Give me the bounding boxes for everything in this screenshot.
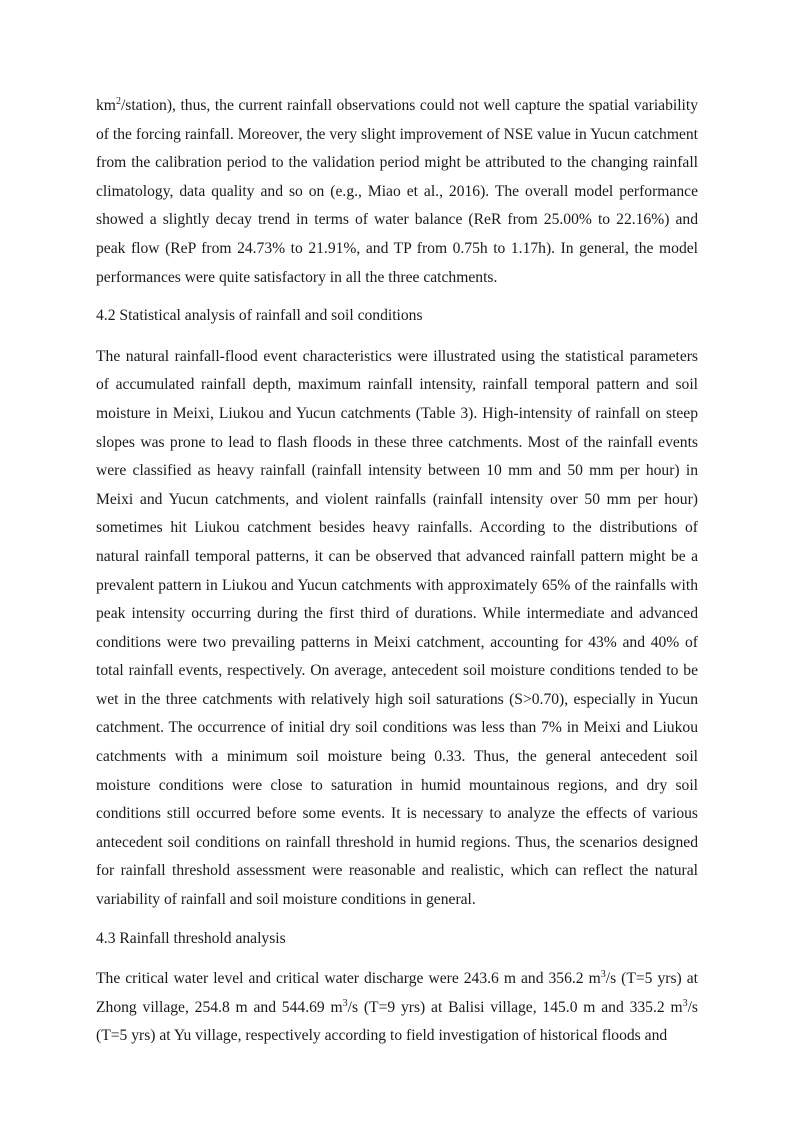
paragraph-rainfall-threshold (96, 965, 698, 1051)
page-body (96, 92, 698, 1051)
superscript-3: 3 (600, 969, 606, 981)
paragraph-statistical-analysis: The natural rainfall-flood event characteristics were illustrated using the statistical parameters of accumulated rainfall depth, maximum rainfall intensity, rainfall temporal pattern and soil moisture in Meixi, Liukou and Yucun catchments (Table 3). High-intensity of rainfall on steep slopes was prone to lead to flash floods in these three catchments. Most of the rainfall events were classified as heavy rainfall (rainfall intensity between 10 mm and 50 mm per hour) in Meixi and Yucun catchments, and violent rainfalls (rainfall intensity over 50 mm per hour) sometimes hit Liukou catchment besides heavy rainfalls. According to the distributions of natural rainfall temporal patterns, it can be observed that advanced rainfall pattern might be a prevalent pattern in Liukou and Yucun catchments with approximately 65% of the rainfalls with peak intensity occurring during the first third of durations. While intermediate and advanced conditions were two prevailing patterns in Meixi catchment, accounting for 43% and 40% of total rainfall events, respectively. On average, antecedent soil moisture conditions tended to be wet in the three catchments with relatively high soil saturations (S>0.70), especially in Yucun catchment. The occurrence of initial dry soil conditions was less than 7% in Meixi and Liukou catchments with a minimum soil moisture being 0.33. Thus, the general antecedent soil moisture conditions were close to saturation in humid mountainous regions, and dry soil conditions still occurred before some events. It is necessary to analyze the effects of various antecedent soil conditions on rainfall threshold in humid regions. Thus, the scenarios designed for rainfall threshold assessment were reasonable and realistic, which can reflect the natural variability of rainfall and soil moisture conditions in general. (96, 347, 698, 909)
paragraph-text: The critical water level and critical water discharge were 243.6 m and 356.2 m (96, 970, 601, 988)
paragraph-text: /s (T=5 yrs) at Zhong village, 254.8 m and 544.69 m (96, 970, 698, 1016)
unit-km: km (96, 97, 116, 114)
paragraph-model-performance (96, 92, 698, 292)
superscript-3: 3 (682, 997, 688, 1009)
section-heading-4-2: 4.2 Statistical analysis of rainfall and soil conditions (96, 307, 423, 325)
superscript-3: 3 (342, 997, 348, 1009)
paragraph-text: /s (T=5 yrs) at Yu village, respectively according to field investigation of historical floods and (96, 998, 698, 1045)
superscript-2: 2 (115, 96, 121, 107)
paragraph-text: /station), thus, the current rainfall observations could not well capture the spatial variability of the forcing rainfall. Moreover, the very slight improvement of NSE value in Yucun catchment from the calibration period to the validation period might be attributed to the changing rainfall climatology, data quality and so on (e.g., Miao et al., 2016). The overall model performance showed a slightly decay trend in terms of water balance (ReR from 25.00% to 22.16%) and peak flow (ReP from 24.73% to 21.91%, and TP from 0.75h to 1.17h). In general, the model performances were quite satisfactory in all the three catchments. (96, 97, 698, 286)
section-heading-4-3: 4.3 Rainfall threshold analysis (96, 929, 286, 947)
paragraph-text: /s (T=9 yrs) at Balisi village, 145.0 m and 335.2 m (347, 998, 683, 1016)
